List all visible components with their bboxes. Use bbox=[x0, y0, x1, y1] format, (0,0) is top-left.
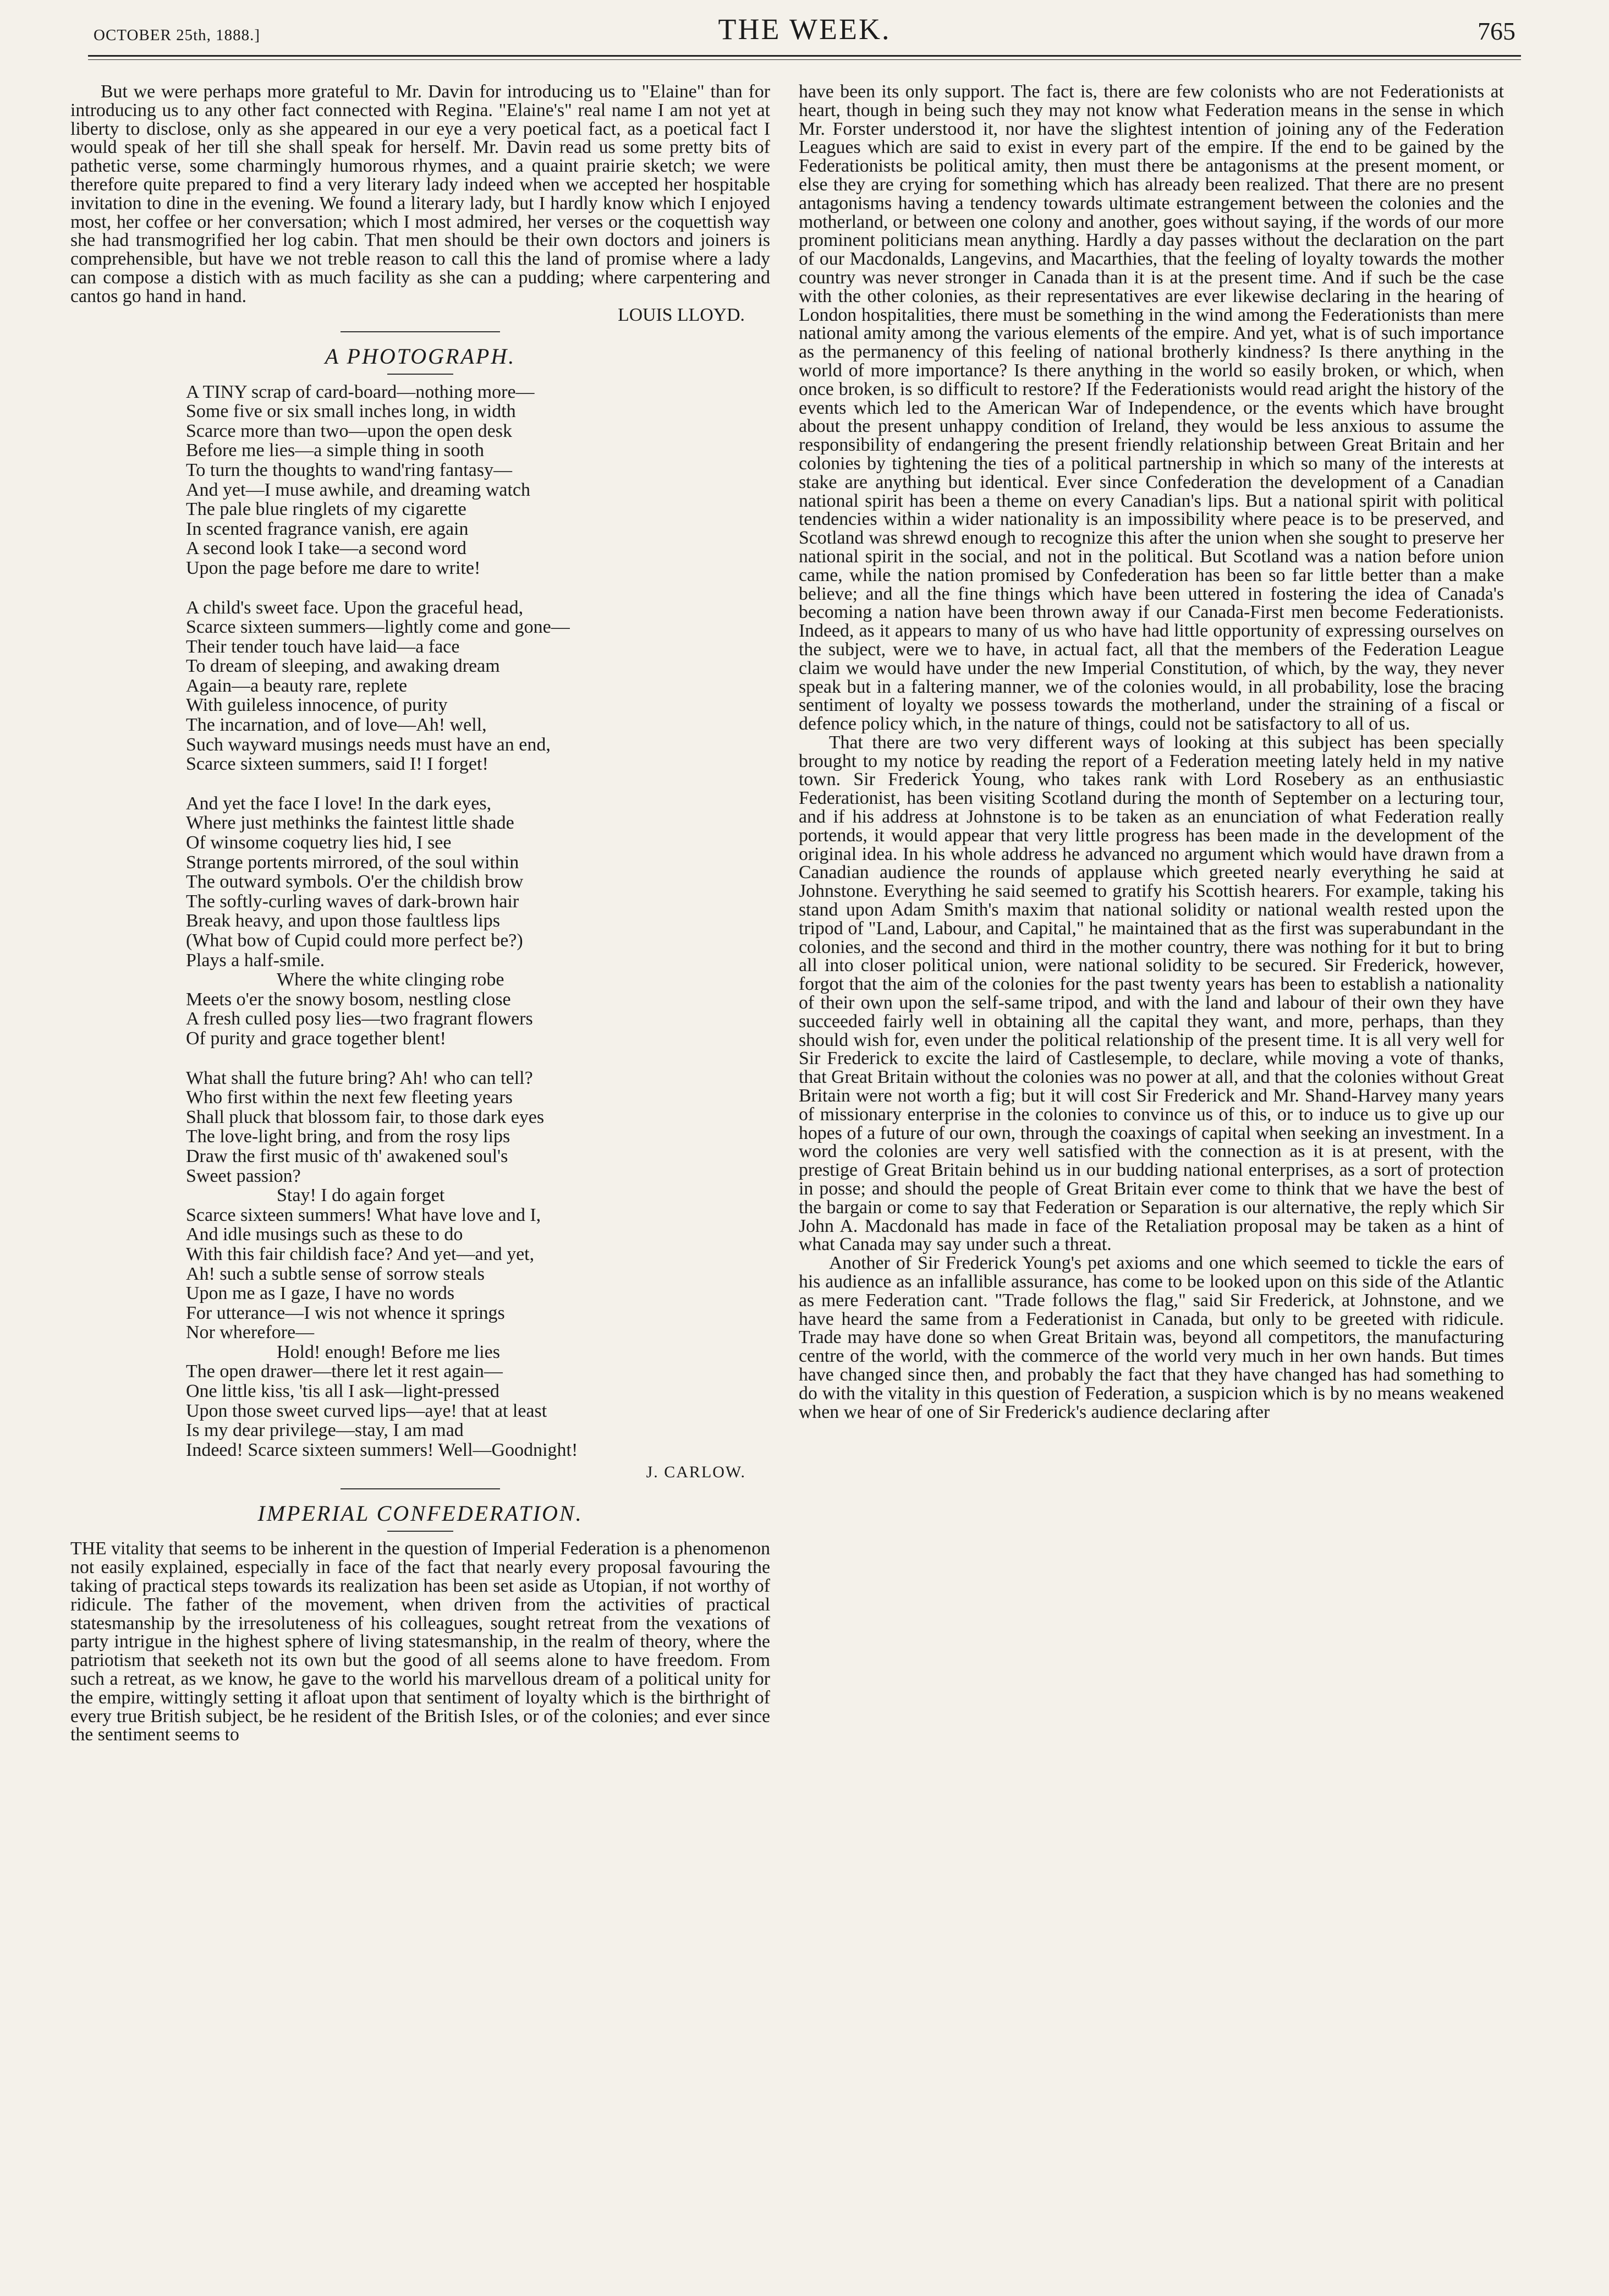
left-column bbox=[70, 83, 770, 1744]
essay-paragraph-2: That there are two very different ways of looking at this subject has been specially brought to my notice by reading the report of a Federation meeting lately held in my native town. Sir Frederick Young, who takes rank with Lord Rosebery as an enthusiastic Federationist, has been visiting Scotland during the month of September on a lecturing tour, and if his address at Johnstone is to be taken as an enunciation of what Federation really portends, it would appear that very little progress has been made in the development of the original idea. In his whole address he advanced no argument which would have drawn from a Canadian audience the rounds of applause which greeted nearly everything he said at Johnstone. Everything he said seemed to gratify his Scottish hearers. For example, taking his stand upon Adam Smith's maxim that national solidity or national wealth rested upon the tripod of "Land, Labour, and Capital," he maintained that as the first was superabundant in the colonies, and the second and third in the mother country, there was nothing for it but to bring all into closer political union, were national solidity to be secured. Sir Frederick, however, forgot that the aim of the colonies for the past twenty years has been to establish a nationality of their own upon the self-same tripod, and with the land and labour of their own they have succeeded fairly well in obtaining all the capital they want, and more, perhaps, than they should wish for, even under the political relationship of the present time. It is all very well for Sir Frederick to excite the laird of Castlesemple, to declare, while moving a vote of thanks, that Great Britain without the colonies was no power at all, and that the colonies without Great Britain were not worth a fig; but it will cost Sir Frederick and Mr. Shand-Harvey many years of missionary enterprise in the colonies to convince us of this, or to induce us to give up our hopes of a future of our own, through the coaxings of capital when seeking an investment. In a word the colonies are very well satisfied with the connection as it is at present, with the prestige of Great Britain behind us in our budding national enterprises, as a sort of protection in posse; and should the people of Great Britain ever come to think that we have the best of the bargain or come to say that Federation or Separation is our alternative, the reply which Sir John A. Macdonald has made in face of the Retaliation proposal may be taken as a hint of what Canada may say under such a threat. bbox=[799, 732, 1504, 1255]
poem-line: Stay! I do again forget bbox=[277, 1185, 445, 1206]
poem-line: To dream of sleeping, and awaking dream bbox=[186, 656, 500, 677]
poem-line: A fresh culled posy lies—two fragrant flowers bbox=[186, 1009, 533, 1029]
poem-title: A PHOTOGRAPH. bbox=[325, 343, 516, 369]
issue-date: OCTOBER 25th, 1888.] bbox=[94, 26, 261, 44]
publication-title: THE WEEK. bbox=[718, 13, 891, 46]
poem-signature: J. CARLOW. bbox=[646, 1463, 746, 1482]
section-divider bbox=[341, 331, 500, 332]
poem-line: Indeed! Scarce sixteen summers! Well—Goodnight! bbox=[186, 1439, 578, 1460]
poem-line: Scarce sixteen summers—lightly come and gone— bbox=[186, 617, 570, 638]
poem-line: And idle musings such as these to do bbox=[186, 1224, 463, 1245]
poem-stanza-2 bbox=[186, 598, 770, 774]
essay-continuation: have been its only support. The fact is, there are few colonists who are not Federationists at heart, though in being such they may not know what Federation means in the sense in which Mr. Forster understood it, nor have the slightest intention of joining any of the Federation Leagues which are said to exist in every part of the empire. If the end to be gained by the Federationists be political amity, then must there be antagonisms at the present moment, or else they are crying for something which has already been realized. That there are no present antagonisms having a tendency towards ultimate estrangement between the colonies and the motherland, or between one colony and another, goes without saying, if the words of our more prominent politicians mean anything. Hardly a day passes without the declaration on the part of our Macdonalds, Langevins, and Macarthies, that the feeling of loyalty towards the mother country was never stronger in Canada than it is at the present time. And if such be the case with the other colonies, as their representatives are ever likewise declaring in the hearing of London hospitalities, there must be something in the wind among the Federationists than mere national amity among the various elements of the empire. And yet, what is of such importance as the permanency of this feeling of national brotherly kindness? Is there anything in the world of more importance? Is there anything in the world so easily broken, or which, when once broken, is so difficult to restore? If the Federationists would read aright the history of the events which led to the American War of Independence, or the events which have brought about the present unhappy condition of Ireland, they would be less anxious to assume the responsibility of endangering the present friendly relationship between Great Britain and her colonies by tightening the ties of a political partnership in which so many of the interests at stake are anything but identical. Ever since Confederation the development of a Canadian national spirit has been a theme on every Canadian's lips. But a national spirit with political tendencies within a wider nationality is an impossibility where peace is to be preserved, and Scotland was shrewd enough to recognize this after the union when she sought to preserve her national spirit in the social, and not in the political. But Scotland was a nation before union came, while the nation promised by Confederation has been so far little better than a make believe; and all the fine things which have been uttered in fostering the idea of Canada's becoming a nation have been thrown away if our Canada-First men become Federationists. Indeed, as it appears to many of us who have had little opportunity of expressing ourselves on the subject, were we to have, in actual fact, all that the members of the Federation League claim we would have under the new Imperial Constitution, of which, by the way, they never speak but in a faltering manner, we of the colonies would, in all probability, lose the bracing sentiment of loyalty we possess towards the motherland, under the straining of a fiscal or defence policy which, in the nature of things, could not be satisfactory to all of us. bbox=[799, 81, 1504, 735]
poem-line: A TINY scrap of card-board—nothing more— bbox=[186, 381, 535, 402]
poem-line: With this fair childish face? And yet—and yet, bbox=[186, 1243, 535, 1264]
page-number: 765 bbox=[1478, 17, 1515, 45]
poem-line: (What bow of Cupid could more perfect be?) bbox=[186, 930, 523, 951]
poem-line: Ah! such a subtle sense of sorrow steals bbox=[186, 1263, 485, 1284]
poem-line: Plays a half-smile. bbox=[186, 950, 325, 971]
right-column bbox=[799, 83, 1504, 1421]
poem-line: Scarce more than two—upon the open desk bbox=[186, 420, 512, 441]
intro-signature: LOUIS LLOYD. bbox=[618, 304, 745, 325]
poem-line: Upon the page before me dare to write! bbox=[186, 557, 481, 578]
poem-line: Hold! enough! Before me lies bbox=[277, 1341, 500, 1362]
poem-line: One little kiss, 'tis all I ask—light-pressed bbox=[186, 1381, 499, 1402]
header-rule-thick bbox=[88, 55, 1521, 57]
header-rule-thin bbox=[88, 59, 1521, 60]
poem-line: And yet—I muse awhile, and dreaming watch bbox=[186, 479, 530, 500]
poem-line: Some five or six small inches long, in width bbox=[186, 401, 516, 422]
poem-line: Where just methinks the faintest little shade bbox=[186, 813, 514, 834]
poem-line: And yet the face I love! In the dark eyes, bbox=[186, 793, 492, 814]
poem-stanza-4 bbox=[186, 1068, 770, 1460]
poem-line: Of purity and grace together blent! bbox=[186, 1028, 446, 1049]
poem-line: To turn the thoughts to wand'ring fantasy— bbox=[186, 459, 512, 480]
poem-line: Is my dear privilege—stay, I am mad bbox=[186, 1420, 464, 1441]
poem-line: Before me lies—a simple thing in sooth bbox=[186, 440, 485, 461]
poem-line: The open drawer—there let it rest again— bbox=[186, 1361, 503, 1382]
essay-title: IMPERIAL CONFEDERATION. bbox=[257, 1501, 583, 1526]
poem-line: With guileless innocence, of purity bbox=[186, 695, 448, 716]
poem-line: The pale blue ringlets of my cigarette bbox=[186, 499, 466, 520]
poem-line: Draw the first music of th' awakened soul's bbox=[186, 1146, 508, 1166]
poem-line: Such wayward musings needs must have an end, bbox=[186, 734, 551, 755]
poem-line: The outward symbols. O'er the childish brow bbox=[186, 872, 524, 892]
poem-line: Scarce sixteen summers! What have love and I, bbox=[186, 1204, 541, 1225]
poem-line: A child's sweet face. Upon the graceful head, bbox=[186, 597, 524, 618]
poem-line: Their tender touch have laid—a face bbox=[186, 636, 460, 657]
poem-line: Scarce sixteen summers, said I! I forget! bbox=[186, 754, 488, 775]
poem-line: Sweet passion? bbox=[186, 1165, 301, 1186]
title-rule bbox=[387, 1531, 453, 1532]
poem-line: Upon me as I gaze, I have no words bbox=[186, 1283, 455, 1304]
poem-line: Where the white clinging robe bbox=[277, 969, 504, 990]
poem-line: Break heavy, and upon those faultless lips bbox=[186, 911, 500, 931]
poem-line: Again—a beauty rare, replete bbox=[186, 675, 408, 696]
poem-line: Strange portents mirrored, of the soul within bbox=[186, 852, 519, 873]
poem-line: Shall pluck that blossom fair, to those dark eyes bbox=[186, 1106, 545, 1127]
title-rule bbox=[387, 374, 453, 375]
poem-line: The incarnation, and of love—Ah! well, bbox=[186, 715, 487, 736]
poem-line: The love-light bring, and from the rosy lips bbox=[186, 1126, 510, 1147]
essay-paragraph: THE vitality that seems to be inherent in the question of Imperial Federation is a phenomenon not easily explained, especially in face of the fact that nearly every proposal favouring the taking of practical steps towards its realization has been set aside as Utopian, if not worthy of ridicule. The father of the movement, when driven from the activities of practical statesmanship by the irresoluteness of his colleagues, sought retreat from the vexations of party intrigue in the highest sphere of living statesmanship, in the realm of theory, where the patriotism that seeketh not its own but the good of all seems alone to have freedom. From such a retreat, as we know, he gave to the world his marvellous dream of a political unity for the empire, wittingly setting it afloat upon that sentiment of loyalty which is the birthright of every true British subject, be he resident of the British Isles, or of the colonies; and ever since the sentiment seems to bbox=[70, 1538, 770, 1745]
poem-line: The softly-curling waves of dark-brown hair bbox=[186, 891, 519, 912]
poem-line: For utterance—I wis not whence it springs bbox=[186, 1302, 505, 1323]
poem-stanza-1 bbox=[186, 382, 770, 578]
poem-line: Meets o'er the snowy bosom, nestling close bbox=[186, 989, 511, 1010]
poem-line: Upon those sweet curved lips—aye! that at least bbox=[186, 1400, 547, 1421]
essay-paragraph-3: Another of Sir Frederick Young's pet axioms and one which seemed to tickle the ears of his audience as an infallible assurance, has come to be looked upon on this side of the Atlantic as mere Federation cant. "Trade follows the flag," said Sir Frederick, at Johnstone, and we have heard the same from a Federationist in Canada, but only to be greeted with ridicule. Trade may have done so when Great Britain was, beyond all competitors, the manufacturing centre of the world, with the commerce of the world very much in her own hands. But times have changed since then, and probably the fact that they have changed has had something to do with the vitality in this question of Federation, a suspicion which is by no means weakened when we hear of one of Sir Frederick's audience declaring after bbox=[799, 1253, 1504, 1422]
section-divider bbox=[341, 1488, 500, 1489]
poem-line: What shall the future bring? Ah! who can tell? bbox=[186, 1067, 533, 1088]
poem-line: Nor wherefore— bbox=[186, 1322, 315, 1343]
poem-line: A second look I take—a second word bbox=[186, 538, 466, 559]
intro-paragraph: But we were perhaps more grateful to Mr. Davin for introducing us to "Elaine" than for introducing us to any other fact connected with Regina. "Elaine's" real name I am not yet at liberty to disclose, only as she appeared in our eye a very poetical fact, as a poetical fact I would speak of her till she shall speak for herself. Mr. Davin read us some pretty bits of pathetic verse, some charmingly humorous rhymes, and a quaint prairie sketch; we were therefore quite prepared to find a very literary lady indeed when we accepted her hospitable invitation to dine in the evening. We found a literary lady, but I hardly know which I enjoyed most, her coffee or her conversation; which I most admired, her verses or the coquettish way she had transmogrified her log cabin. That men should be their own doctors and joiners is comprehensible, but have we not treble reason to call this the land of promise where a lady can compose a distich with as much facility as she can a pudding; where carpentering and cantos go hand in hand. bbox=[70, 81, 770, 306]
poem bbox=[186, 382, 770, 1460]
page-header bbox=[88, 12, 1521, 51]
poem-stanza-3 bbox=[186, 794, 770, 1049]
poem-line: Who first within the next few fleeting years bbox=[186, 1087, 513, 1108]
poem-line: In scented fragrance vanish, ere again bbox=[186, 518, 469, 539]
poem-line: Of winsome coquetry lies hid, I see bbox=[186, 832, 452, 853]
